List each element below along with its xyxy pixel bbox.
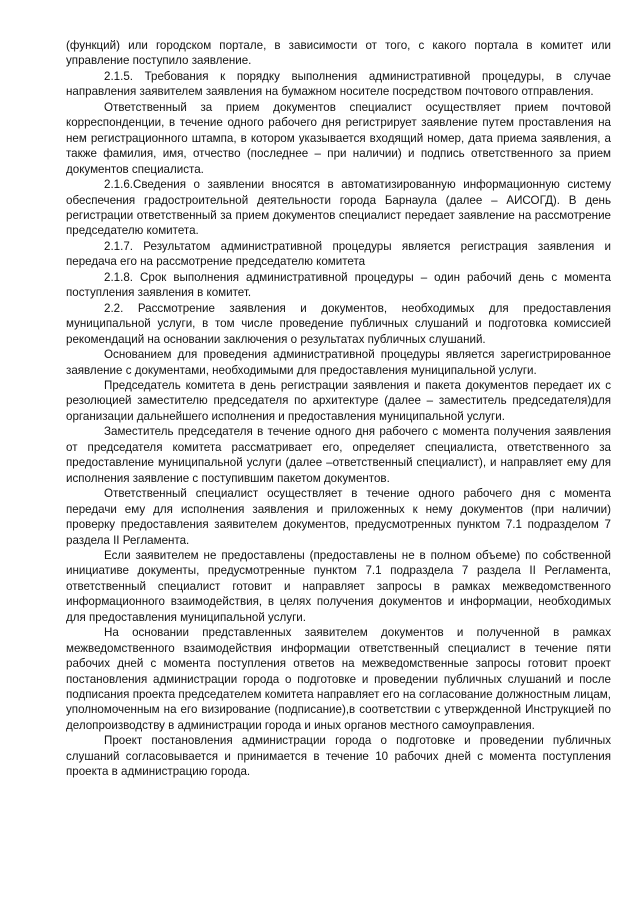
paragraph-deputy: Заместитель председателя в течение одного дня рабочего с момента получения заявления от председателя комитета рассматривает его, определяет специалиста, ответственного за предоставление муниципальной услуги (далее –ответственный специалист), и направляет ему для исполнения заявление с поступившим пакетом документов. (66, 425, 611, 485)
paragraph-basis: Основанием для проведения административной процедуры является зарегистрированное заявление с документами, необходимыми для предоставления муниципальной услуги. (66, 348, 611, 377)
paragraph-draft-resolution: На основании представленных заявителем документов и полученной в рамках межведомственного взаимодействия информации ответственный специалист в течение пяти рабочих дней с момента поступления ответов на межведомственные запросы готовит проект постановления администрации города о подготовке и проведении публичных слушаний и после подписания проекта председателем комитета направляет его на согласование должностным лицам, уполномоченным на его визирование (подписание),в соответствии с утвержденной Инструкцией по делопроизводству в администрации города и иных органов местного самоуправления. (66, 626, 611, 732)
paragraph-2-1-7: 2.1.7. Результатом административной процедуры является регистрация заявления и передача его на рассмотрение председателю комитета (66, 239, 611, 269)
paragraph-2-1-6: 2.1.6.Сведения о заявлении вносятся в автоматизированную информационную систему обеспечения градостроительной деятельности города Барнаула (далее – АИСОГД). В день регистрации ответственный за прием документов специалист передает заявление на рассмотрение председателю комитета. (66, 178, 611, 238)
paragraph-continuation: (функций) или городском портале, в зависимости от того, с какого портала в комитет или управление поступило заявление. (66, 39, 611, 68)
paragraph-interagency-requests: Если заявителем не предоставлены (предоставлены не в полном объеме) по собственной инициативе документы, предусмотренные пунктом 7.1 подраздела 7 раздела II Регламента, ответственный специалист готовит и направляет запросы в рамках межведомственного информационного взаимодействия, в целях получения документов и информации, необходимых для предоставления муниципальной услуги. (66, 548, 611, 624)
paragraph-chairman: Председатель комитета в день регистрации заявления и пакета документов передает их с резолюцией заместителю председателя по архитектуре (далее – заместитель председателя)для организации дальнейшего исполнения и предоставления муниципальной услуги. (66, 378, 611, 423)
paragraph-responsible-specialist: Ответственный специалист осуществляет в течение одного рабочего дня с момента передачи ему для исполнения заявления и приложенных к нему документов (при наличии) проверку предоставления заявителем документов, предусмотренных пунктом 7.1 подразделом 7 раздела II Регламента. (66, 487, 611, 547)
document-page (66, 38, 611, 780)
paragraph-2-1-8: 2.1.8. Срок выполнения административной процедуры – один рабочий день с момента поступления заявления в комитет. (66, 270, 611, 300)
paragraph-2-2: 2.2. Рассмотрение заявления и документов, необходимых для предоставления муниципальной услуги, в том числе проведение публичных слушаний и подготовка комиссией рекомендаций на основании заключения о результатах публичных слушаний. (66, 301, 611, 346)
paragraph-approval: Проект постановления администрации города о подготовке и проведении публичных слушаний согласовывается и принимается в течение 10 рабочих дней с момента поступления проекта в администрацию города. (66, 734, 611, 779)
paragraph-2-1-5: 2.1.5. Требования к порядку выполнения административной процедуры, в случае направления заявителем заявления на бумажном носителе посредством почтового отправления. (66, 69, 611, 99)
paragraph-mail-reception: Ответственный за прием документов специалист осуществляет прием почтовой корреспонденции, в течение одного рабочего дня регистрирует заявление путем проставления на нем регистрационного штампа, в котором указывается входящий номер, дата приема заявления, а также фамилия, имя, отчество (последнее – при наличии) и подпись ответственного за прием документов специалиста. (66, 100, 611, 176)
